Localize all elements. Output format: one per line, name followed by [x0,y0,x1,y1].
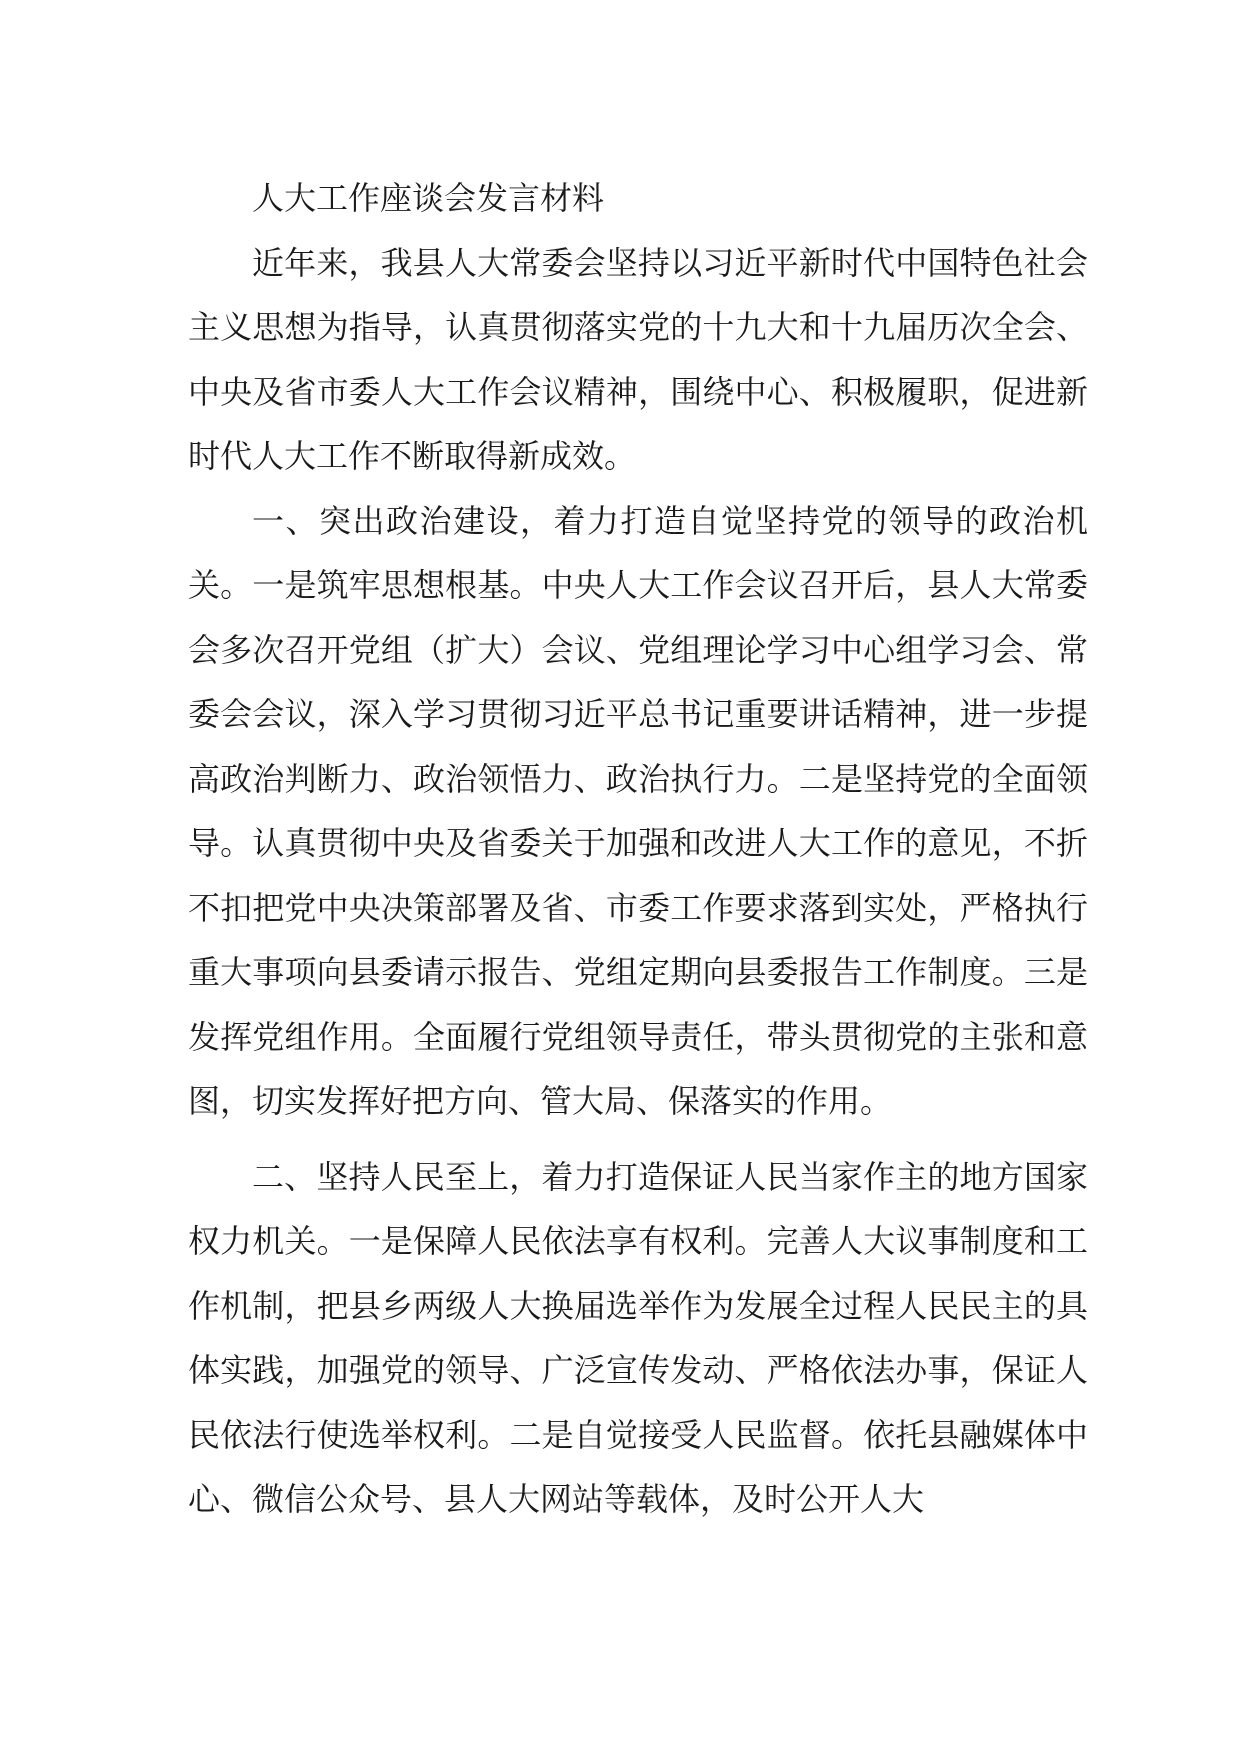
paragraph-section-1: 一、突出政治建设，着力打造自觉坚持党的领导的政治机关。一是筑牢思想根基。中央人大工作会议召开后，县人大常委会多次召开党组（扩大）会议、党组理论学习中心组学习会、常委会会议，深入学习贯彻习近平总书记重要讲话精神，进一步提高政治判断力、政治领悟力、政治执行力。二是坚持党的全面领导。认真贯彻中央及省委关于加强和改进人大工作的意见，不折不扣把党中央决策部署及省、市委工作要求落到实处，严格执行重大事项向县委请示报告、党组定期向县委报告工作制度。三是发挥党组作用。全面履行党组领导责任，带头贯彻党的主张和意图，切实发挥好把方向、管大局、保落实的作用。 [188,501,1088,1120]
document-title: 人大工作座谈会发言材料 [252,179,605,217]
paragraph-section-2: 二、坚持人民至上，着力打造保证人民当家作主的地方国家权力机关。一是保障人民依法享有权利。完善人大议事制度和工作机制，把县乡两级人大换届选举作为发展全过程人民民主的具体实践，加强党的领导、广泛宣传发动、严格依法办事，保证人民依法行使选举权利。二是自觉接受人民监督。依托县融媒体中心、微信公众号、县人大网站等载体，及时公开人大 [188,1157,1088,1518]
document-body [188,166,1088,1532]
paragraph-intro: 近年来，我县人大常委会坚持以习近平新时代中国特色社会主义思想为指导，认真贯彻落实党的十九大和十九届历次全会、中央及省市委人大工作会议精神，围绕中心、积极履职，促进新时代人大工作不断取得新成效。 [188,243,1088,475]
